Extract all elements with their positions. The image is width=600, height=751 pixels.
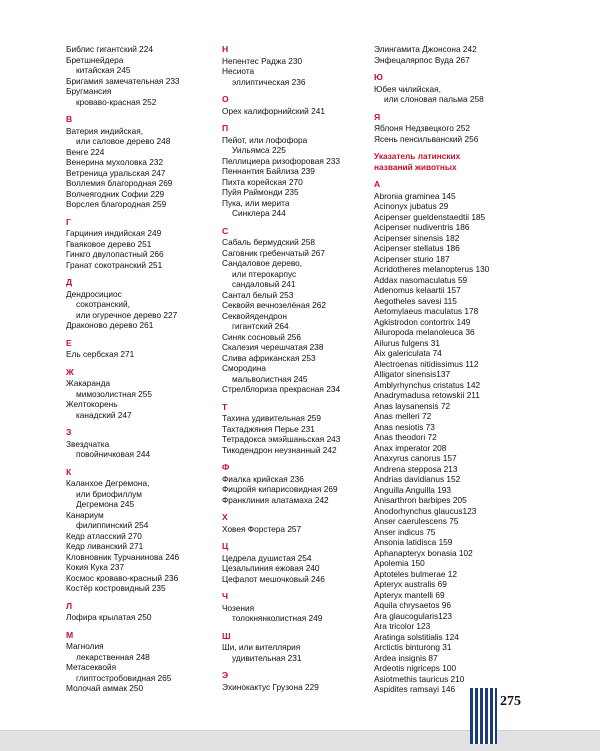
index-section xyxy=(374,179,584,695)
index-entry: Anas laysanensis 72 xyxy=(374,400,451,411)
index-entry-continuation: Дегремона 245 xyxy=(76,499,135,509)
index-entry: Кедр атласский 270 xyxy=(66,530,142,541)
index-entry-continuation: Уильямса 225 xyxy=(232,145,286,155)
section-letter: Е xyxy=(66,337,72,348)
index-entry: Anisarthron barbipes 205 xyxy=(374,495,467,505)
index-entry-continuation: удивительная 231 xyxy=(232,652,302,663)
index-entry-continuation: или слоновая пальма 258 xyxy=(384,94,484,104)
index-entry: Эхинокактус Грузона 229 xyxy=(222,681,319,692)
index-column-3 xyxy=(374,44,584,702)
index-entry: Ansonia latidisca 159 xyxy=(374,537,453,547)
section-letter: К xyxy=(66,466,72,477)
index-entry-continuation: или бриофиллум xyxy=(76,488,142,499)
index-entry: Apteryx australis 69 xyxy=(374,579,447,589)
index-entry: Молочай аммак 250 xyxy=(66,683,144,693)
index-entry: Кокия Кука 237 xyxy=(66,562,125,572)
section-letter: Т xyxy=(222,401,228,412)
index-entry: Agkistrodon contortrix 149 xyxy=(374,316,471,327)
index-entry-continuation: Синклера 244 xyxy=(232,208,286,218)
section-letter: Д xyxy=(66,277,73,287)
index-entry-continuation: или огуречное дерево 227 xyxy=(76,309,178,320)
index-entry: Тикодендрон неузнанный 242 xyxy=(222,444,337,455)
section-letter: A xyxy=(374,179,381,189)
section-letter: В xyxy=(66,114,73,124)
index-entry: Библис гигантский 224 xyxy=(66,44,153,54)
section-letter: Ш xyxy=(222,630,231,641)
index-entry: Волчеягодник Софии 229 xyxy=(66,188,165,199)
section-letter: Н xyxy=(222,44,229,54)
index-section xyxy=(66,277,214,331)
index-entry-continuation: или птерокарпус xyxy=(232,268,297,279)
index-entry: Слива африканская 253 xyxy=(222,352,316,363)
section-letter: П xyxy=(222,123,229,133)
index-entry: Acipenser sturio 187 xyxy=(374,253,450,264)
index-entry: Aix galericulata 74 xyxy=(374,348,442,358)
index-entry: Пеннантия Байлиза 239 xyxy=(222,166,315,176)
index-section xyxy=(222,462,370,505)
index-entry: Abronia graminea 145 xyxy=(374,190,456,201)
index-entry: Anser indicus 75 xyxy=(374,526,436,537)
index-entry-continuation: мимозолистная 255 xyxy=(76,388,152,399)
section-letter: Ю xyxy=(374,72,383,82)
index-entry: Acipenser stellatus 186 xyxy=(374,243,460,253)
index-entry: Костёр костровидный 235 xyxy=(66,583,166,593)
index-entry-continuation: эллиптическая 236 xyxy=(232,76,306,87)
index-entry: Ardea insignis 87 xyxy=(374,652,438,663)
section-letter: Ц xyxy=(222,541,229,551)
index-entry: Aphanapteryx bonasia 102 xyxy=(374,547,473,558)
index-entry: Метасеквойя xyxy=(66,662,117,672)
index-entry: Пуйя Раймонди 235 xyxy=(222,187,299,197)
index-entry: Ватерия индийская, xyxy=(66,125,144,136)
index-entry: Венерина мухоловка 232 xyxy=(66,157,164,167)
index-entry: Секвойя вечнозелёная 262 xyxy=(222,300,327,310)
index-section xyxy=(374,44,584,65)
index-entry: Alectroenas nitidissimus 112 xyxy=(374,358,479,369)
section-letter: Л xyxy=(66,600,73,611)
index-entry: Бригамия замечательная 233 xyxy=(66,75,180,86)
index-entry: Amblyrhynchus cristatus 142 xyxy=(374,379,481,390)
index-entry: Anguilla Anguilla 193 xyxy=(374,484,452,495)
index-section xyxy=(222,670,370,692)
index-entry: Жакаранда xyxy=(66,378,111,388)
index-entry-continuation: повойничковая 244 xyxy=(76,449,151,459)
index-entry: Пука, или мерита xyxy=(222,197,290,208)
index-entry: Aratinga solstitialis 124 xyxy=(374,631,459,642)
index-entry-continuation: кроваво-красная 252 xyxy=(76,96,157,107)
index-entry: Ель сербская 271 xyxy=(66,349,135,359)
index-entry: Apteryx mantelli 69 xyxy=(374,589,445,600)
index-section xyxy=(66,367,214,421)
index-entry: Anas nesiotis 73 xyxy=(374,421,435,432)
index-entry: Космос кроваво-красный 236 xyxy=(66,572,179,583)
index-entry: Драконово дерево 261 xyxy=(66,320,154,330)
index-section xyxy=(374,72,584,105)
index-section xyxy=(66,217,214,271)
index-entry-continuation: мальволистная 245 xyxy=(232,373,308,384)
index-entry: Воллемия благородная 269 xyxy=(66,178,173,188)
index-entry: Фицройя кипарисовидная 269 xyxy=(222,484,338,494)
index-entry: Acridotheres melanopterus 130 xyxy=(374,264,490,274)
index-section xyxy=(222,226,370,395)
index-entry: Желтокорень xyxy=(66,399,118,409)
index-entry: Смородина xyxy=(222,363,267,373)
index-entry: Ворслея благородная 259 xyxy=(66,199,167,209)
index-entry: Anadrymadusa retowskii 211 xyxy=(374,390,480,400)
index-entry: Звездчатка xyxy=(66,438,110,449)
index-entry: Кловновник Турчанинова 246 xyxy=(66,551,180,562)
index-entry: Ailuropoda melanoleuca 36 xyxy=(374,327,475,337)
index-column-2 xyxy=(222,44,370,699)
index-entry: Сандаловое дерево, xyxy=(222,258,303,268)
page-number: 275 xyxy=(500,694,521,709)
index-entry: Лофира крылатая 250 xyxy=(66,612,152,622)
index-entry: Ara glaucogularis123 xyxy=(374,610,452,621)
index-section xyxy=(66,338,214,360)
index-entry: Anodorhynchus glaucus123 xyxy=(374,505,477,516)
index-entry: Andrena stepposa 213 xyxy=(374,463,458,474)
index-entry: Стрелблориза прекрасная 234 xyxy=(222,384,341,394)
latin-index-heading xyxy=(374,151,584,172)
index-entry-continuation: лекарственная 248 xyxy=(76,651,150,662)
index-entry: Элингамита Джонсона 242 xyxy=(374,44,477,54)
index-entry: Apolemia 150 xyxy=(374,558,425,568)
index-entry: Ясень пенсильванский 256 xyxy=(374,133,479,144)
index-entry: Бретшнейдера xyxy=(66,54,124,65)
index-entry: Цезальпиния ежовая 240 xyxy=(222,563,320,573)
index-entry: Acipenser gueldenstaedtii 185 xyxy=(374,211,486,222)
index-section xyxy=(66,44,214,107)
index-entry: Несиота xyxy=(222,66,255,76)
index-entry-continuation: сокотранский, xyxy=(76,299,130,309)
index-entry: Орех калифорнийский 241 xyxy=(222,105,325,116)
index-entry: Anas theodori 72 xyxy=(374,432,437,442)
index-entry: Дендросициос xyxy=(66,288,122,299)
index-entry: Яблоня Недзвецкого 252 xyxy=(374,123,470,133)
index-entry: Anas melleri 72 xyxy=(374,411,432,421)
index-entry: Непентес Раджа 230 xyxy=(222,55,303,66)
section-letter: Ж xyxy=(66,366,74,377)
index-entry: Гарциния индийская 249 xyxy=(66,228,162,238)
index-entry: Магнолия xyxy=(66,641,104,651)
section-letter: Х xyxy=(222,512,228,522)
index-entry: Гинкго двулопастный 266 xyxy=(66,249,164,259)
index-entry: Anax imperator 208 xyxy=(374,442,447,453)
heading-line: названий животных xyxy=(374,161,457,172)
index-entry: Кедр ливанский 271 xyxy=(66,541,144,551)
index-entry: Секвойядендрон xyxy=(222,310,287,321)
index-section xyxy=(222,44,370,87)
index-entry-continuation: или саловое дерево 248 xyxy=(76,136,171,146)
index-entry: Тетрадокса эмэйшаньская 243 xyxy=(222,434,341,444)
index-column-1 xyxy=(66,44,214,701)
index-entry: Aquila chrysaetos 96 xyxy=(374,600,452,610)
index-entry: Бругмансия xyxy=(66,86,112,96)
index-entry-continuation: филиппинский 254 xyxy=(76,520,149,530)
index-entry: Acinonyx jubatus 29 xyxy=(374,201,449,211)
index-entry: Пеллициера ризофоровая 233 xyxy=(222,155,340,166)
index-entry-continuation: канадский 247 xyxy=(76,409,132,420)
index-entry: Тахтаджяния Перье 231 xyxy=(222,423,315,434)
index-entry: Гранат сокотранский 251 xyxy=(66,259,163,270)
index-section xyxy=(374,112,584,145)
index-entry: Aptoteles bulmerae 12 xyxy=(374,568,458,579)
index-entry: Чозения xyxy=(222,602,255,613)
index-entry: Acipenser sinensis 182 xyxy=(374,232,460,243)
index-section xyxy=(66,601,214,623)
index-section xyxy=(222,94,370,116)
index-entry: Anser caerulescens 75 xyxy=(374,516,459,526)
index-entry: Arctictis binturong 31 xyxy=(374,642,452,652)
index-section xyxy=(66,427,214,460)
index-section xyxy=(222,512,370,534)
index-section xyxy=(222,631,370,664)
index-entry: Фиалка крийская 236 xyxy=(222,473,304,484)
index-entry: Addax nasomaculatus 59 xyxy=(374,274,468,285)
index-entry: Саговник гребенчатый 267 xyxy=(222,247,326,258)
section-letter: Г xyxy=(66,216,71,227)
index-entry: Тахина удивительная 259 xyxy=(222,413,322,423)
index-entry: Цефалот мешочковый 246 xyxy=(222,573,325,584)
index-entry: Скалезия черешчатая 238 xyxy=(222,342,324,352)
index-entry: Acipenser nudiventris 186 xyxy=(374,222,470,232)
index-entry: Alligator sinensis137 xyxy=(374,369,451,379)
page-stripes-decoration xyxy=(470,688,497,744)
index-section xyxy=(222,123,370,219)
index-entry: Aetomylaeus maculatus 178 xyxy=(374,306,479,316)
index-entry: Ailurus fulgens 31 xyxy=(374,337,440,348)
index-entry: Aegotheles savesi 115 xyxy=(374,295,457,306)
index-section xyxy=(66,114,214,210)
index-entry-continuation: глиптостробовидная 265 xyxy=(76,672,172,683)
index-entry: Asiotmethis tauricus 210 xyxy=(374,673,465,684)
index-entry-continuation: толокнянколистная 249 xyxy=(232,613,323,623)
index-entry: Франклиния алатамаха 242 xyxy=(222,494,329,505)
index-entry-continuation: сандаловый 241 xyxy=(232,279,296,289)
section-letter: М xyxy=(66,629,74,640)
index-entry: Цедрела душистая 254 xyxy=(222,552,312,563)
section-letter: Э xyxy=(222,670,229,680)
index-entry: Ши, или вителлярия xyxy=(222,642,301,652)
section-letter: Я xyxy=(374,111,381,122)
section-letter: З xyxy=(66,427,72,437)
section-letter: Ф xyxy=(222,462,230,472)
index-entry: Ara tricolor 123 xyxy=(374,621,431,631)
index-section xyxy=(222,402,370,456)
index-entry: Пихта корейская 270 xyxy=(222,176,303,187)
index-entry: Anaxyrus canorus 157 xyxy=(374,453,457,463)
index-section xyxy=(66,630,214,694)
page-footer-bar xyxy=(0,730,600,751)
index-entry: Канариум xyxy=(66,509,104,520)
index-entry: Ветреница уральская 247 xyxy=(66,167,166,178)
index-entry: Adenomus kelaartii 157 xyxy=(374,285,461,295)
index-entry-continuation: гигантский 264 xyxy=(232,321,289,331)
index-entry: Венге 224 xyxy=(66,146,105,157)
section-letter: О xyxy=(222,94,229,104)
index-entry: Сантал белый 253 xyxy=(222,289,294,300)
index-section xyxy=(222,591,370,624)
index-section xyxy=(66,467,214,594)
index-entry: Энфецалярпос Вуда 267 xyxy=(374,54,470,65)
index-entry: Синяк сосновый 256 xyxy=(222,331,301,342)
section-letter: Ч xyxy=(222,591,229,601)
index-entry: Пейот, или лофофора xyxy=(222,134,308,145)
index-entry: Юбея чилийская, xyxy=(374,83,441,94)
index-section xyxy=(222,541,370,584)
index-entry: Гваяковое дерево 251 xyxy=(66,238,152,249)
index-entry: Ховея Форстера 257 xyxy=(222,523,302,534)
index-entry: Сабаль бермудский 258 xyxy=(222,237,315,247)
index-entry: Andrias davidianus 152 xyxy=(374,474,461,484)
index-entry: Каланхое Дегремона, xyxy=(66,478,150,488)
section-letter: С xyxy=(222,225,229,236)
index-entry: Ardeotis nigriceps 100 xyxy=(374,663,457,673)
index-entry: Aspidites ramsayi 146 xyxy=(374,684,456,694)
heading-line: Указатель латинских xyxy=(374,151,461,161)
index-entry-continuation: китайская 245 xyxy=(76,65,131,75)
